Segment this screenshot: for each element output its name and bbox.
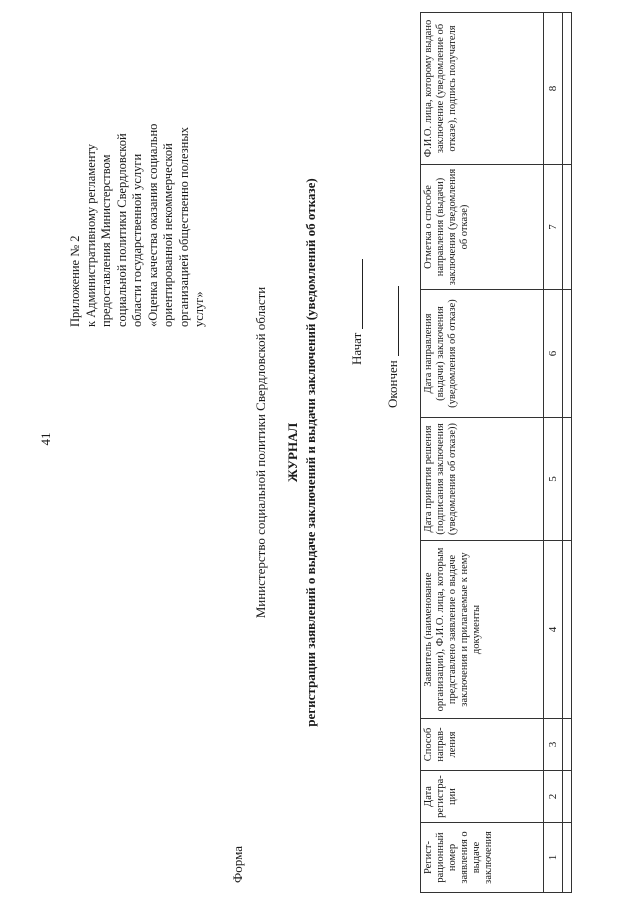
started-field (349, 259, 365, 365)
empty-cell (563, 165, 572, 290)
started-blank-line (361, 259, 363, 329)
empty-cell (563, 823, 572, 893)
header-cell-send-method-mark: Отметка о способе направления (выдачи) заключения (уведомления об отказе) (421, 165, 544, 290)
column-number: 1 (544, 823, 563, 893)
journal-subtitle: регистрации заявлений о выдаче заключений и выдачи заключений (уведомлений об отказе) (303, 178, 318, 727)
header-cell-method: Способ направ-ления (421, 719, 544, 771)
empty-cell (563, 13, 572, 165)
appendix-line: к Административному регламенту (83, 143, 98, 327)
column-number: 5 (544, 418, 563, 541)
column-number: 8 (544, 13, 563, 165)
header-cell-decision-date: Дата принятия решения (подписания заключения (уведомления об отказе)) (421, 418, 544, 541)
empty-cell (563, 541, 572, 719)
finished-blank-line (397, 286, 399, 356)
column-number: 4 (544, 541, 563, 719)
table-empty-row (563, 13, 572, 893)
empty-cell (563, 418, 572, 541)
appendix-line: «Оценка качества оказания социально (145, 123, 160, 327)
empty-cell (563, 290, 572, 418)
header-cell-send-date: Дата направления (выдачи) заключения (уведомления об отказе) (421, 290, 544, 418)
empty-cell (563, 771, 572, 823)
appendix-line: области государственной услуги (130, 153, 144, 327)
empty-cell (563, 719, 572, 771)
appendix-line: организацией общественно полезных (176, 126, 191, 327)
journal-title: ЖУРНАЛ (285, 422, 300, 483)
table-number-row (544, 13, 563, 893)
started-label: Начат (349, 332, 364, 365)
header-cell-applicant: Заявитель (наименование организации), Ф.И.О. лица, которым представлено заявление о выдаче заключения и прилагаемые к нему документы (421, 541, 544, 719)
appendix-line: ориентированной некоммерческой (161, 143, 175, 327)
column-number: 7 (544, 165, 563, 290)
page-number: 41 (38, 432, 53, 446)
finished-label: Окончен (385, 360, 400, 408)
ministry-name: Министерство социальной политики Свердловской области (253, 286, 268, 619)
header-cell-reg-date: Дата регистра-ции (421, 771, 544, 823)
column-number: 6 (544, 290, 563, 418)
column-number: 3 (544, 719, 563, 771)
appendix-line: Приложение № 2 (68, 235, 82, 327)
header-cell-reg-number: Регист-рационный номер заявления о выдаче заключения (421, 823, 544, 893)
appendix-line: услуг» (192, 291, 206, 327)
table-header-row (421, 13, 544, 893)
form-label: Форма (230, 846, 245, 883)
column-number: 2 (544, 771, 563, 823)
appendix-line: предоставления Министерством (99, 154, 113, 327)
appendix-line: социальной политики Свердловской (114, 133, 129, 327)
header-cell-recipient: Ф.И.О. лица, которому выдано заключение (уведомление об отказе), подпись получателя (421, 13, 544, 165)
finished-field (385, 286, 401, 408)
appendix-block (68, 17, 208, 327)
journal-table (420, 12, 572, 893)
